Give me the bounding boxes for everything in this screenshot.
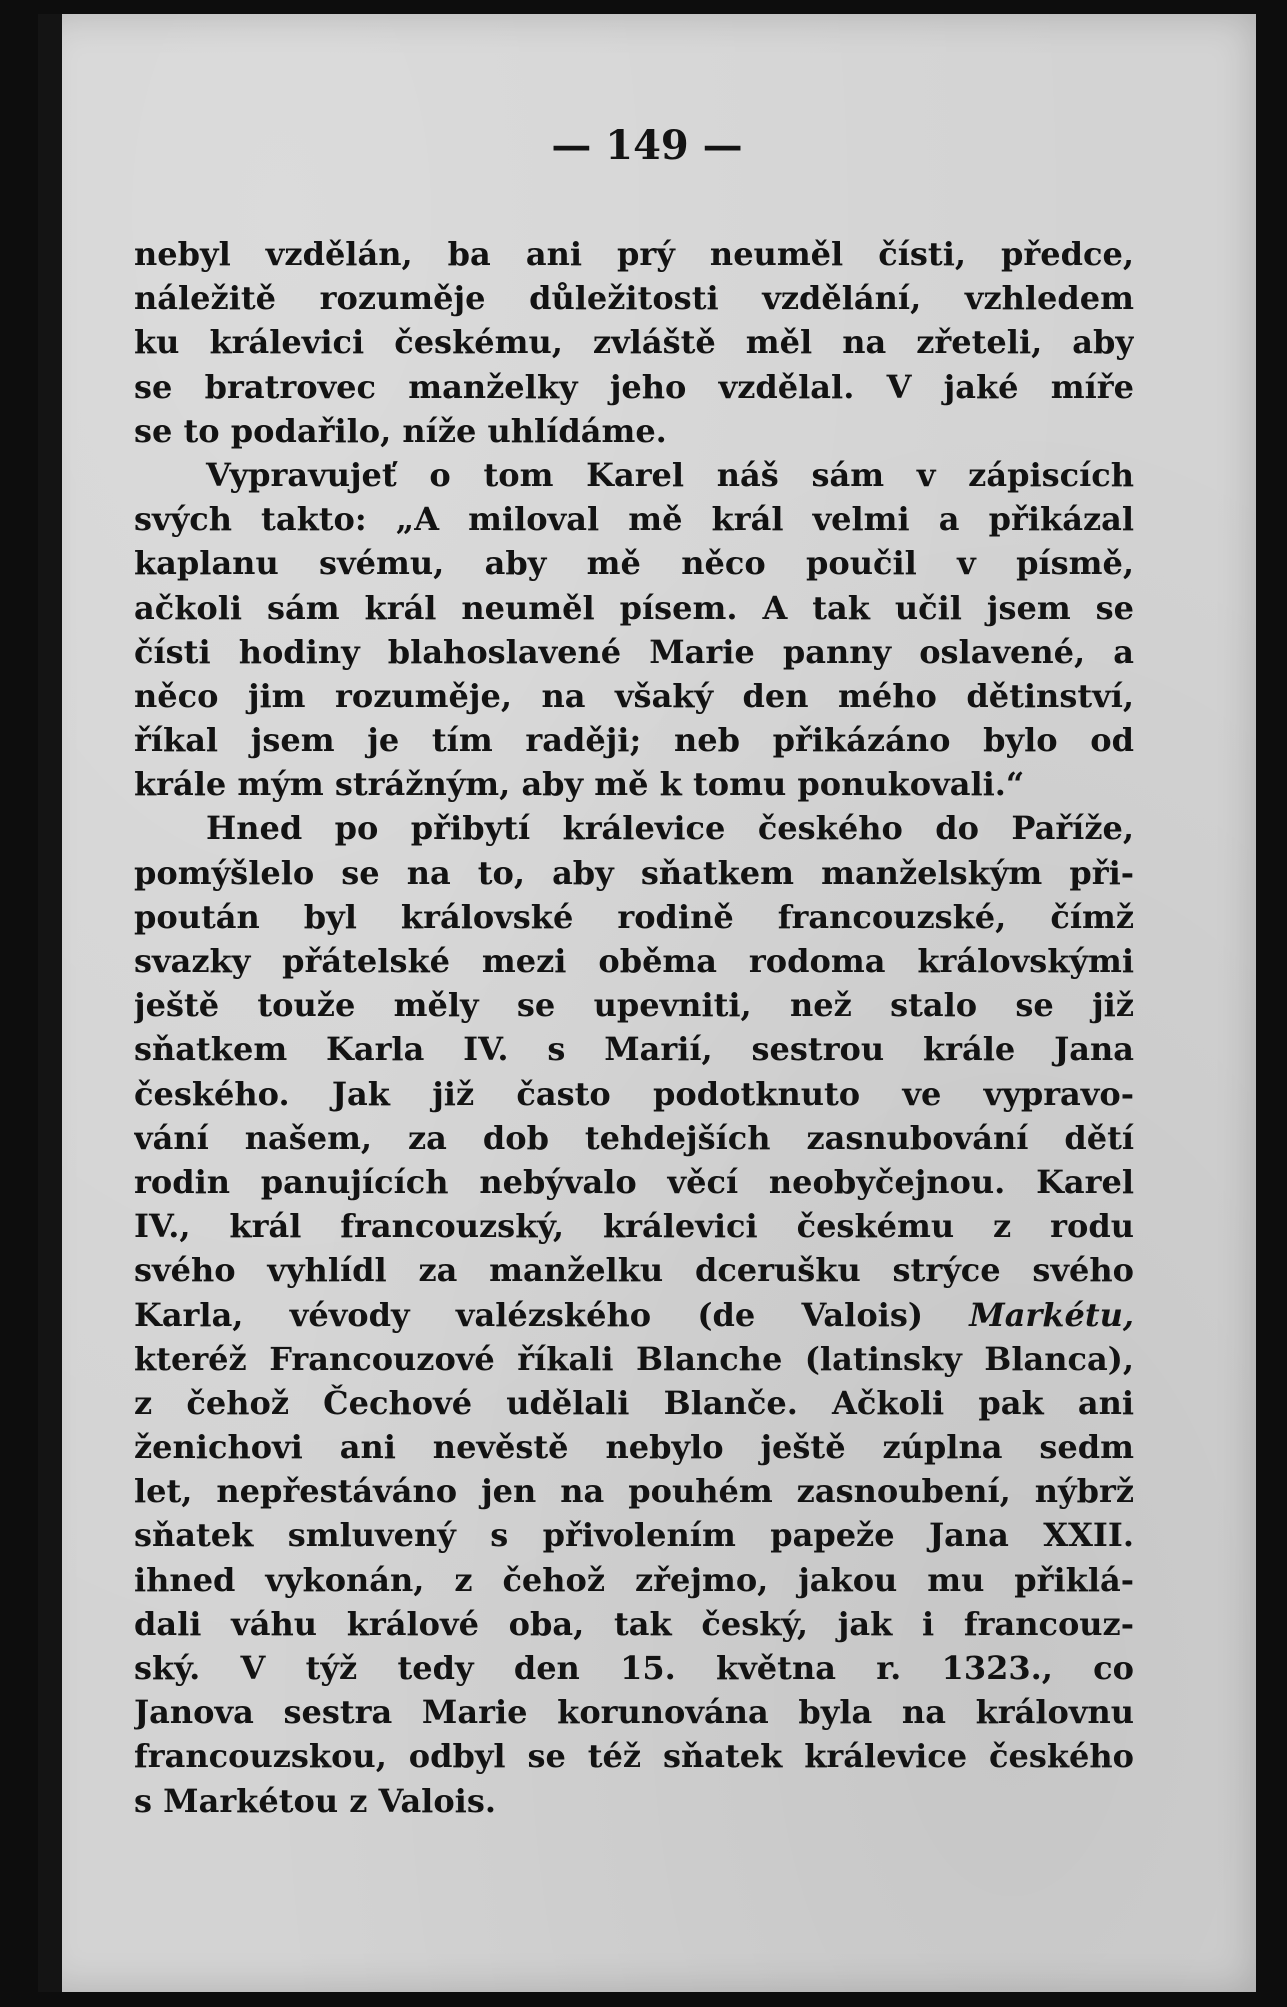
text-line: poután byl královské rodině francouzské, čímž (134, 897, 1134, 936)
text-line: ku králevici českému, zvláště měl na zřeteli, aby (134, 323, 1134, 362)
text-segment: Karla, vévody valézského (de Valois) (134, 1295, 923, 1334)
text-line: sňatek smluvený s přivolením papeže Jana XXII. (134, 1516, 1134, 1555)
body-text (134, 232, 1134, 1823)
text-line: svých takto: „A miloval mě král velmi a přikázal (134, 500, 1134, 539)
text-line: říkal jsem je tím raději; neb přikázáno bylo od (134, 721, 1134, 760)
text-line: náležitě rozuměje důležitosti vzdělání, vzhledem (134, 279, 1134, 318)
paragraph (134, 232, 1134, 453)
text-line: z čehož Čechové udělali Blanče. Ačkoli pak ani (134, 1383, 1134, 1422)
page-binding-edge (38, 14, 62, 1992)
text-line: rodin panujících nebývalo věcí neobyčejnou. Karel (134, 1162, 1134, 1201)
text-line: dali váhu králové oba, tak český, jak i francouz- (134, 1604, 1134, 1643)
text-line: IV., král francouzský, králevici českému z rodu (134, 1207, 1134, 1246)
text-line: českého. Jak již často podotknuto ve vypravo- (134, 1074, 1134, 1113)
text-line: ský. V týž tedy den 15. května r. 1323., co (134, 1649, 1134, 1687)
text-line: pomýšlelo se na to, aby sňatkem manželským při- (134, 853, 1134, 892)
text-line: svazky přátelské mezi oběma rodoma královskými (134, 942, 1134, 980)
paragraph (134, 806, 1134, 1822)
text-line: něco jim rozuměje, na všaký den mého dětinství, (134, 676, 1134, 715)
text-line: Janova sestra Marie korunována byla na královnu (134, 1693, 1134, 1732)
text-line: francouzskou, odbyl se též sňatek králevice českého (134, 1737, 1134, 1776)
text-line: ihned vykonán, z čehož zřejmo, jakou mu přiklá- (134, 1560, 1134, 1599)
text-line: sňatkem Karla IV. s Marií, sestrou krále Jana (134, 1030, 1134, 1069)
text-line: ženichovi ani nevěstě nebylo ještě zúplna sedm (134, 1428, 1134, 1467)
text-line: se bratrovec manželky jeho vzdělal. V jaké míře (134, 367, 1134, 406)
text-line: Vypravujeť o tom Karel náš sám v zápiscích (206, 455, 1134, 494)
text-line: vání našem, za dob tehdejších zasnubování dětí (134, 1118, 1134, 1157)
page-number: — 149 — (551, 122, 743, 169)
text-line: se to podařilo, níže uhlídáme. (134, 411, 667, 450)
text-line: Hned po přibytí králevice českého do Paříže, (206, 809, 1134, 848)
book-page (38, 14, 1256, 1992)
text-line: čísti hodiny blahoslavené Marie panny oslavené, a (134, 632, 1134, 671)
text-line: svého vyhlídl za manželku dcerušku strýce svého (134, 1251, 1134, 1290)
text-line: let, nepřestáváno jen na pouhém zasnoubení, nýbrž (134, 1472, 1134, 1511)
text-line: kteréž Francouzové říkali Blanche (latinsky Blanca), (134, 1339, 1134, 1378)
text-line: ačkoli sám král neuměl písem. A tak učil jsem se (134, 588, 1134, 627)
paragraph (134, 453, 1134, 807)
text-line: ještě touže měly se upevniti, než stalo se již (134, 986, 1134, 1025)
italic-name: Markétu, (969, 1295, 1134, 1334)
text-line: nebyl vzdělán, ba ani prý neuměl čísti, předce, (134, 235, 1134, 273)
text-line-with-italic (134, 1293, 1134, 1337)
text-line: s Markétou z Valois. (134, 1781, 496, 1820)
text-line: krále mým strážným, aby mě k tomu ponukovali.“ (134, 765, 1025, 804)
text-line: kaplanu svému, aby mě něco poučil v písmě, (134, 544, 1134, 583)
